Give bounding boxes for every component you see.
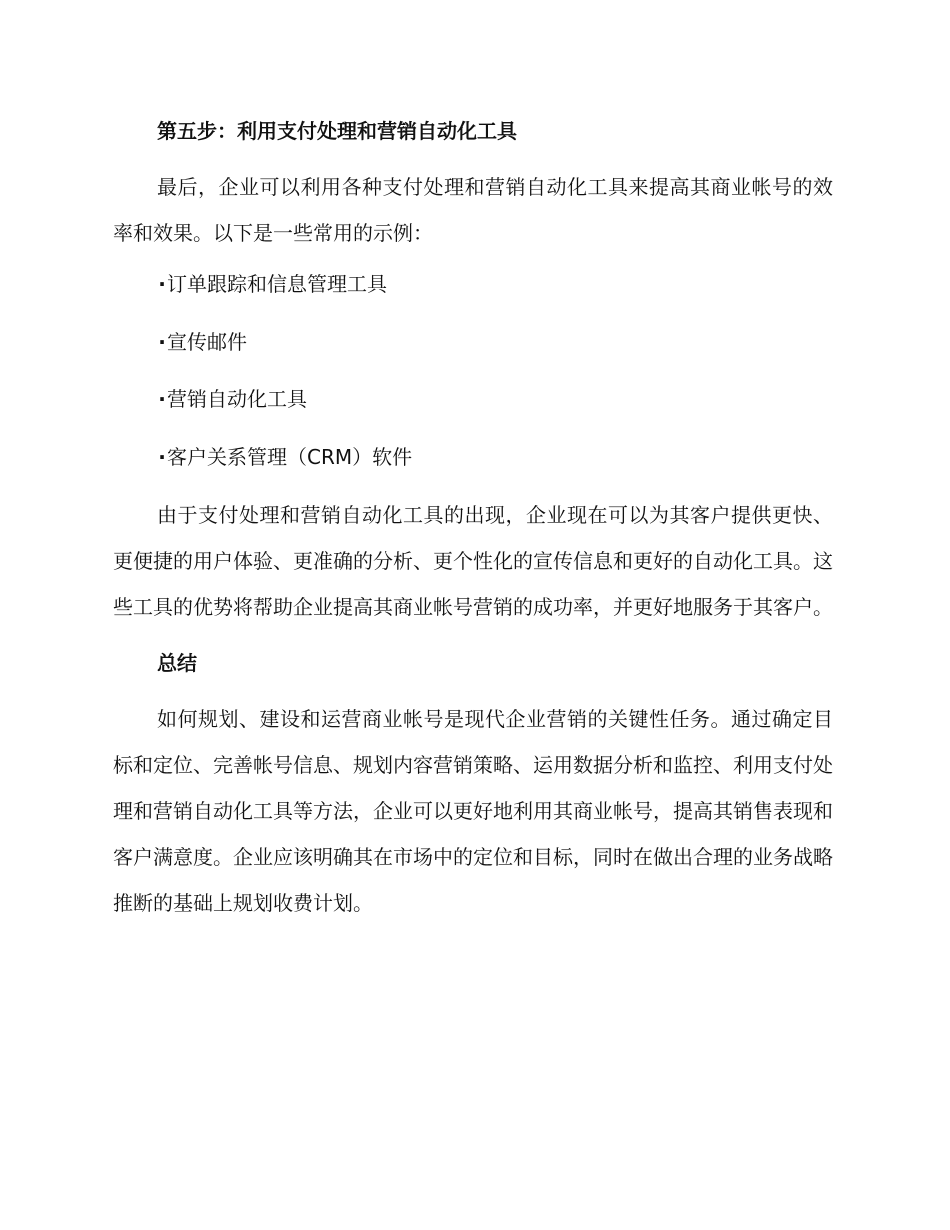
document-page — [113, 108, 833, 926]
list-item — [113, 429, 833, 487]
section-heading-step5: 第五步：利用支付处理和营销自动化工具 — [157, 119, 517, 143]
list-item-label: 宣传邮件 — [167, 329, 247, 354]
spacer — [113, 686, 833, 696]
list-item — [113, 371, 833, 429]
bullet-icon: · — [158, 444, 166, 469]
bullet-icon: · — [158, 272, 166, 296]
tool-list — [113, 256, 833, 486]
list-item — [113, 256, 833, 314]
section-heading-summary: 总结 — [157, 651, 197, 675]
bullet-icon: · — [158, 329, 166, 354]
list-item-label: 客户关系管理（CRM）软件 — [167, 444, 413, 469]
spacer — [113, 630, 833, 640]
spacer — [113, 154, 833, 164]
summary-paragraph: 如何规划、建设和运营商业帐号是现代企业营销的关键性任务。通过确定目标和定位、完善帐号信息、规划内容营销策略、运用数据分析和监控、利用支付处理和营销自动化工具等方法，企业可以更好地利用其商业帐号，提高其销售表现和客户满意度。企业应该明确其在市场中的定位和目标，同时在做出合理的业务战略推断的基础上规划收费计划。 — [113, 707, 833, 915]
conclusion-paragraph: 由于支付处理和营销自动化工具的出现，企业现在可以为其客户提供更快、更便捷的用户体验、更准确的分析、更个性化的宣传信息和更好的自动化工具。这些工具的优势将帮助企业提高其商业帐号营销的成功率，并更好地服务于其客户。 — [113, 503, 833, 619]
list-item — [113, 314, 833, 372]
list-item-label: 订单跟踪和信息管理工具 — [167, 272, 387, 296]
list-item-label: 营销自动化工具 — [167, 387, 307, 411]
intro-paragraph: 最后，企业可以利用各种支付处理和营销自动化工具来提高其商业帐号的效率和效果。以下是一些常用的示例： — [113, 175, 833, 245]
bullet-icon: · — [158, 387, 166, 411]
